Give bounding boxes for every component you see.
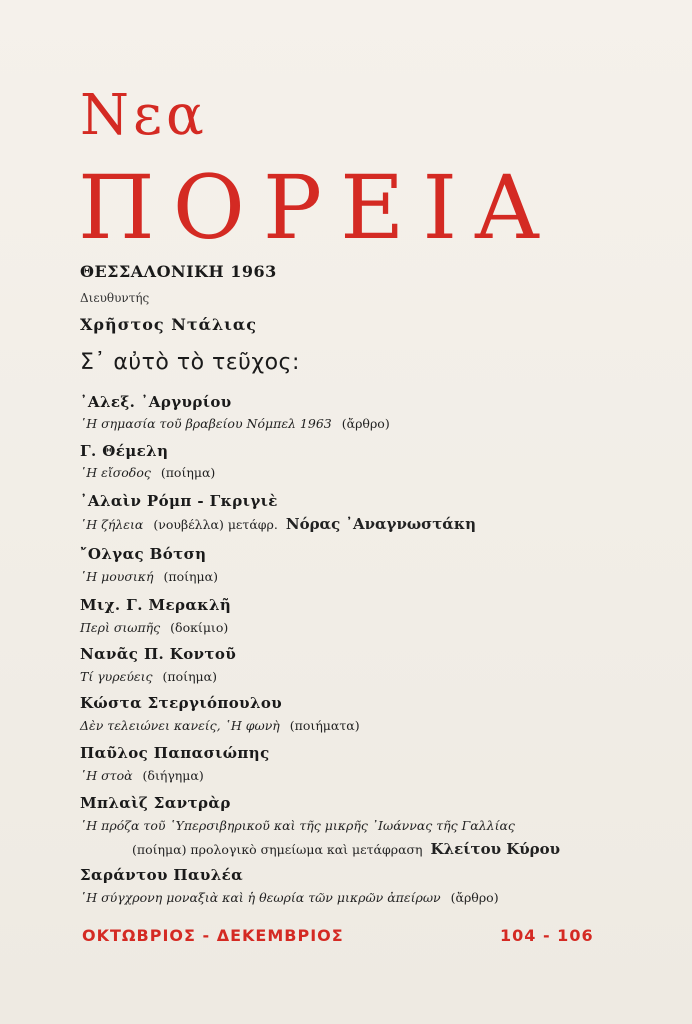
entry-work-kind: (ἄρθρο)	[341, 416, 390, 431]
entry-work-kind: (ποίημα)	[160, 465, 216, 480]
entry-author: Γ. Θέμελη	[80, 442, 169, 460]
entry-work-continuation	[132, 840, 560, 858]
entry-work	[80, 890, 499, 905]
magazine-title-big: ΠΟΡΕΙΑ	[78, 156, 557, 259]
entry-work	[80, 515, 476, 533]
entry-author: Σαράντου Παυλέα	[80, 866, 244, 884]
city-year: ΘΕΣΣΑΛΟΝΙΚΗ 1963	[80, 262, 277, 281]
director-name: Χρῆστος Ντάλιας	[80, 315, 257, 334]
entry-work-title: ῾Η μουσική	[80, 569, 154, 584]
entry-work-title: ῾Η ζήλεια	[80, 517, 144, 532]
entry-author: Μπλαὶζ Σαντρὰρ	[80, 794, 231, 812]
entry-work	[80, 718, 360, 733]
entry-author: Νανᾶς Π. Κοντοῦ	[80, 645, 237, 663]
entry-work-kind: (διήγημα)	[142, 768, 204, 783]
entry-author: ᾽Αλεξ. ᾽Αργυρίου	[80, 393, 232, 411]
entry-work-title: ῾Η σημασία τοῦ βραβείου Νόμπελ 1963	[80, 416, 332, 431]
entry-author: Μιχ. Γ. Μερακλῆ	[80, 596, 232, 614]
entry-work	[80, 818, 515, 833]
contents-heading: Σ᾽ αὐτὸ τὸ τεῦχος:	[80, 350, 300, 375]
entry-work-kind: (δοκίμιο)	[170, 620, 229, 635]
entry-work-title: Δὲν τελειώνει κανείς, ῾Η φωνὴ	[80, 718, 280, 733]
entry-work	[80, 465, 215, 480]
entry-work-title: ῾Η σύγχρονη μοναξιὰ καὶ ἡ θεωρία τῶν μικρῶν ἀπείρων	[80, 890, 441, 905]
entry-work	[80, 768, 204, 783]
entry-work-kind: (ποίημα) προλογικὸ σημείωμα καὶ μετάφραση	[132, 842, 423, 857]
director-label: Διευθυντής	[80, 291, 150, 305]
entry-work	[80, 669, 217, 684]
entry-work	[80, 620, 228, 635]
entry-work-title: ῾Η πρόζα τοῦ ῾Υπερσιβηρικοῦ καὶ τῆς μικρῆς ᾽Ιωάννας τῆς Γαλλίας	[80, 818, 515, 833]
issue-numbers: 104 - 106	[500, 926, 594, 945]
magazine-title-small: Νεα	[80, 83, 208, 148]
entry-author: Παῦλος Παπασιώπης	[80, 744, 270, 762]
entry-author: Κώστα Στεργιόπουλου	[80, 694, 283, 712]
entry-work-kind: (νουβέλλα) μετάφρ.	[153, 517, 278, 532]
entry-work-kind: (ποίημα)	[163, 569, 218, 584]
entry-work-kind: (ποίημα)	[162, 669, 217, 684]
entry-work-title: Τί γυρεύεις	[80, 669, 153, 684]
entry-author: ῎Ολγας Βότση	[80, 545, 207, 563]
entry-author: ᾽Αλαὶν Ρόμπ - Γκριγιὲ	[80, 492, 278, 510]
entry-translator: Νόρας ᾽Αναγνωστάκη	[285, 515, 476, 533]
entry-translator: Κλείτου Κύρου	[430, 840, 561, 858]
entry-work-title: Περὶ σιωπῆς	[80, 620, 161, 635]
entry-work	[80, 416, 390, 431]
issue-months: ΟΚΤΩΒΡΙΟΣ - ΔΕΚΕΜΒΡΙΟΣ	[82, 926, 344, 945]
entry-work	[80, 569, 218, 584]
entry-work-title: ῾Η στοὰ	[80, 768, 133, 783]
entry-work-title: ῾Η εἴσοδος	[80, 465, 151, 480]
entry-work-kind: (ποιήματα)	[289, 718, 360, 733]
entry-work-kind: (ἄρθρο)	[450, 890, 499, 905]
